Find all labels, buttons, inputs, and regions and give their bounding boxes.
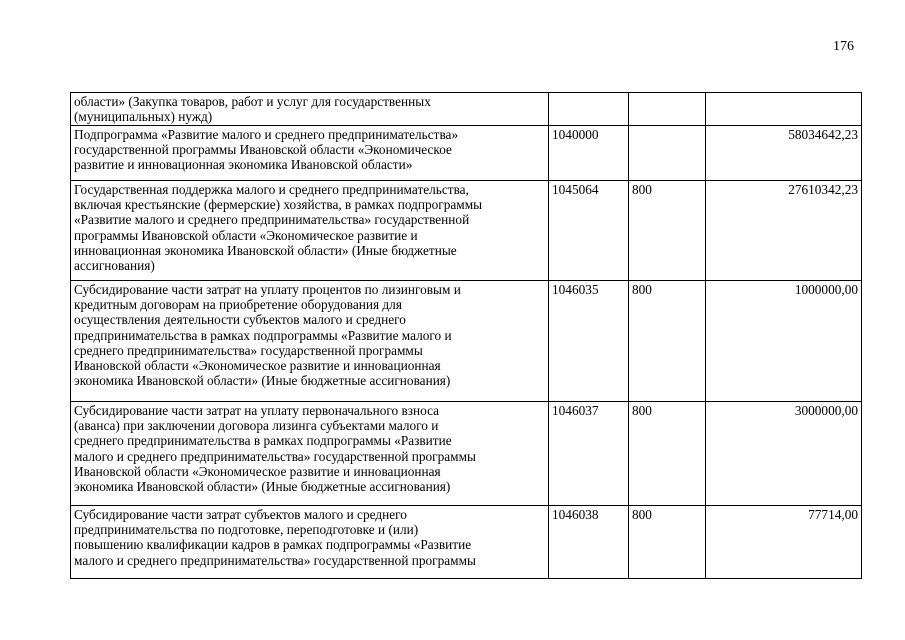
row-name: области» (Закупка товаров, работ и услуг для государственных (муниципальных) нужд) bbox=[71, 93, 549, 126]
table-row bbox=[71, 93, 862, 126]
row-code: 1046038 bbox=[549, 506, 629, 579]
row-sum: 3000000,00 bbox=[706, 402, 862, 506]
row-sum: 27610342,23 bbox=[706, 181, 862, 281]
row-sum: 77714,00 bbox=[706, 506, 862, 579]
row-type: 800 bbox=[629, 181, 706, 281]
budget-table bbox=[70, 92, 862, 579]
row-sum bbox=[706, 93, 862, 126]
row-name: Субсидирование части затрат субъектов малого и среднего предпринимательства по подготовке, переподготовке и (или) повышению квалификации кадров в рамках подпрограммы «Развитие малого и среднего предпринимательства» государственной программы bbox=[71, 506, 549, 579]
row-code bbox=[549, 93, 629, 126]
row-name: Подпрограмма «Развитие малого и среднего предпринимательства» государственной программы Ивановской области «Экономическое развитие и инновационная экономика Ивановской области» bbox=[71, 126, 549, 181]
row-name: Субсидирование части затрат на уплату первоначального взноса (аванса) при заключении договора лизинга субъектами малого и среднего предпринимательства в рамках подпрограммы «Развитие малого и среднего предпринимательства» государственной программы Ивановской области «Экономическое развитие и инновационная экономика Ивановской области» (Иные бюджетные ассигнования) bbox=[71, 402, 549, 506]
row-code: 1045064 bbox=[549, 181, 629, 281]
table-row bbox=[71, 506, 862, 579]
page-number: 176 bbox=[833, 39, 854, 54]
table-row bbox=[71, 402, 862, 506]
row-type: 800 bbox=[629, 281, 706, 402]
table-row bbox=[71, 181, 862, 281]
row-sum: 1000000,00 bbox=[706, 281, 862, 402]
row-type bbox=[629, 126, 706, 181]
row-type: 800 bbox=[629, 506, 706, 579]
row-name: Государственная поддержка малого и среднего предпринимательства, включая крестьянские (фермерские) хозяйства, в рамках подпрограммы «Развитие малого и среднего предпринимательства» государственной программы Ивановской области «Экономическое развитие и инновационная экономика Ивановской области» (Иные бюджетные ассигнования) bbox=[71, 181, 549, 281]
row-code: 1046035 bbox=[549, 281, 629, 402]
row-code: 1046037 bbox=[549, 402, 629, 506]
table-row bbox=[71, 126, 862, 181]
row-name: Субсидирование части затрат на уплату процентов по лизинговым и кредитным договорам на приобретение оборудования для осуществления деятельности субъектов малого и среднего предпринимательства в рамках подпрограммы «Развитие малого и среднего предпринимательства» государственной программы Ивановской области «Экономическое развитие и инновационная экономика Ивановской области» (Иные бюджетные ассигнования) bbox=[71, 281, 549, 402]
row-sum: 58034642,23 bbox=[706, 126, 862, 181]
table-row bbox=[71, 281, 862, 402]
row-code: 1040000 bbox=[549, 126, 629, 181]
row-type bbox=[629, 93, 706, 126]
row-type: 800 bbox=[629, 402, 706, 506]
